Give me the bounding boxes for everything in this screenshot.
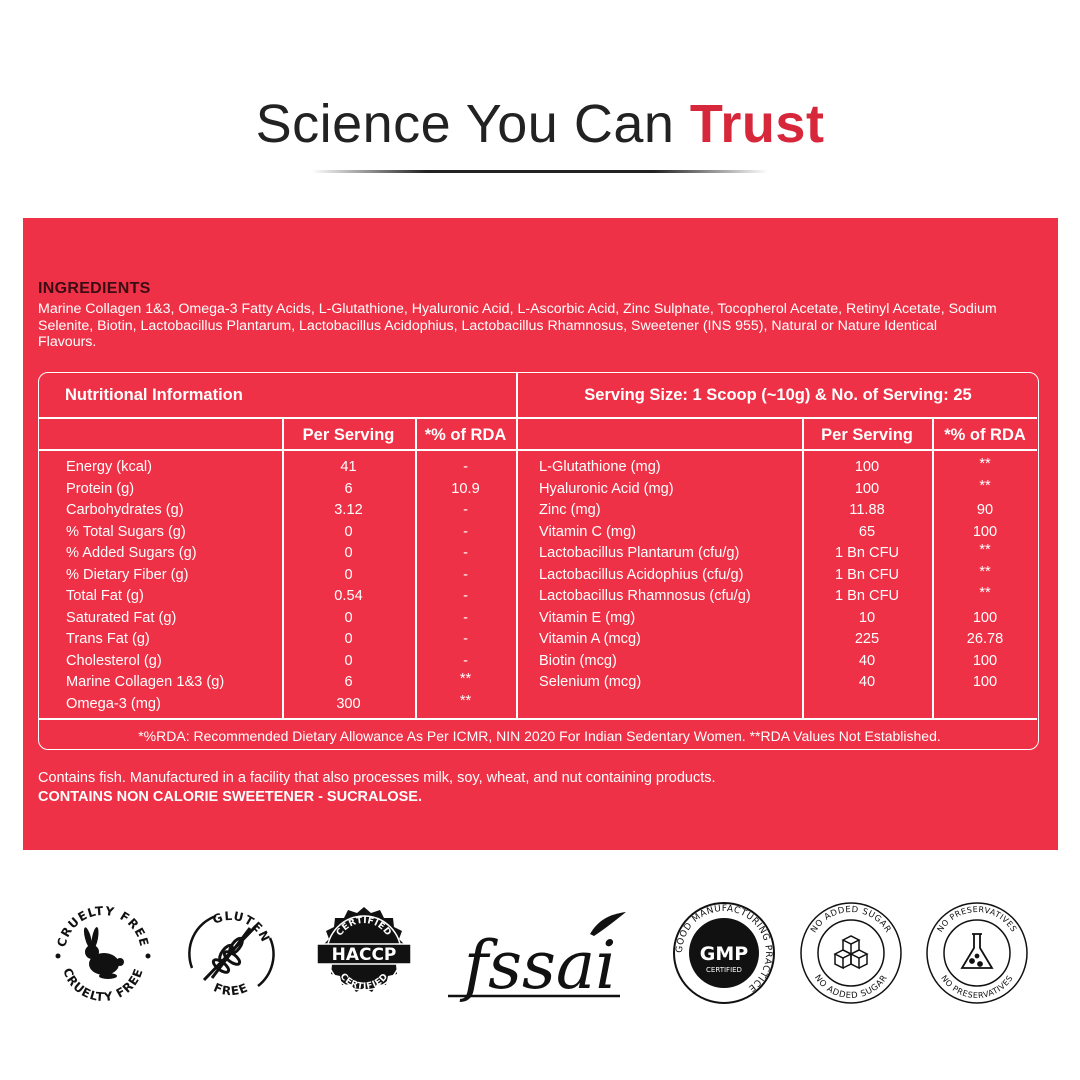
table-divider-center (516, 373, 518, 718)
allergen-note: Contains fish. Manufactured in a facility that also processes milk, soy, wheat, and nut containing products. (38, 770, 716, 786)
right-table-title: Serving Size: 1 Scoop (~10g) & No. of Serving: 25 (584, 386, 972, 404)
headline-accent: Trust (689, 94, 825, 154)
right-row-name: Biotin (mcg) (539, 652, 617, 669)
right-row-name: L-Glutathione (mg) (539, 459, 661, 475)
left-col-rda: *% of RDA (424, 426, 507, 444)
left-row-serving: 0 (344, 609, 353, 626)
svg-text:GOOD MANUFACTURING PRACTICE: GOOD MANUFACTURING PRACTICE (674, 903, 774, 994)
left-row-name: % Total Sugars (g) (66, 523, 186, 540)
svg-text:CERTIFIED: CERTIFIED (706, 966, 742, 974)
sweetener-note: CONTAINS NON CALORIE SWEETENER - SUCRALOSE. (38, 789, 422, 805)
left-row-name: Trans Fat (g) (66, 631, 150, 647)
right-row-name: Hyaluronic Acid (mg) (539, 480, 674, 497)
left-row-serving: 3.12 (334, 502, 363, 518)
svg-text:CERTIFIED: CERTIFIED (337, 971, 391, 993)
flask-icon (962, 934, 992, 968)
right-row-name: Vitamin C (mg) (539, 523, 637, 540)
left-row-name: Omega-3 (mg) (66, 695, 161, 712)
sugar-cubes-icon (835, 936, 867, 968)
left-col-per-serving: Per Serving (302, 426, 395, 444)
right-row-rda: ** (979, 542, 991, 558)
left-row-name: % Dietary Fiber (g) (66, 566, 189, 583)
svg-text:HACCP: HACCP (331, 945, 397, 965)
left-row-rda: - (463, 566, 468, 583)
nutrition-table (38, 372, 1039, 750)
left-row-serving: 6 (344, 480, 353, 497)
left-row-rda: - (463, 502, 468, 518)
left-row-serving: 0 (344, 523, 353, 540)
left-row-name: Marine Collagen 1&3 (g) (66, 674, 225, 690)
right-row-serving: 65 (858, 523, 876, 540)
right-row-rda: 100 (972, 609, 998, 626)
right-row-rda: 100 (972, 523, 998, 540)
right-row-serving: 10 (858, 609, 876, 626)
wheat-icon (204, 926, 256, 980)
left-row-name: Saturated Fat (g) (66, 609, 177, 626)
left-row-name: Carbohydrates (g) (66, 502, 184, 518)
right-row-rda: ** (979, 585, 991, 601)
left-row-rda: - (463, 631, 468, 647)
left-table-title: Nutritional Information (65, 386, 243, 404)
no-added-sugar-badge (796, 898, 906, 1008)
svg-text:fssai: fssai (463, 927, 617, 1004)
right-row-serving: 40 (858, 674, 876, 690)
left-row-serving: 0 (344, 545, 353, 561)
left-row-serving: 6 (344, 674, 353, 690)
svg-text:GLUTEN: GLUTEN (210, 908, 273, 945)
fssai-logo (440, 898, 640, 1008)
right-row-serving: 100 (854, 480, 880, 497)
right-row-rda: 100 (972, 674, 998, 690)
left-row-serving: 0 (344, 566, 353, 583)
gluten-free-badge (176, 898, 286, 1008)
right-row-serving: 40 (858, 652, 876, 669)
left-row-name: % Added Sugars (g) (66, 545, 197, 561)
left-row-name: Cholesterol (g) (66, 652, 162, 669)
table-rule-2 (39, 449, 1037, 451)
left-row-name: Energy (kcal) (66, 459, 152, 475)
left-row-serving: 300 (336, 695, 361, 712)
svg-text:FREE: FREE (211, 980, 251, 999)
headline-underline (312, 170, 768, 173)
svg-text:NO ADDED SUGAR: NO ADDED SUGAR (809, 904, 893, 935)
left-row-name: Total Fat (g) (66, 588, 144, 604)
headline-text: Science You Can (255, 94, 690, 154)
right-row-rda: 26.78 (966, 631, 1004, 647)
cruelty-free-badge (48, 898, 158, 1008)
right-row-name: Lactobacillus Plantarum (cfu/g) (539, 545, 740, 561)
nutrition-panel (23, 218, 1058, 850)
haccp-badge (309, 898, 419, 1008)
svg-text:GMP: GMP (699, 943, 749, 965)
right-col-rda: *% of RDA (944, 426, 1026, 444)
left-row-serving: 0.54 (334, 588, 363, 604)
left-row-serving: 0 (344, 652, 353, 669)
right-row-rda: 100 (972, 652, 998, 669)
no-preservatives-badge (922, 898, 1032, 1008)
right-row-serving: 1 Bn CFU (834, 545, 900, 561)
right-row-serving: 1 Bn CFU (834, 588, 900, 604)
right-row-serving: 11.88 (849, 502, 885, 518)
right-row-name: Lactobacillus Rhamnosus (cfu/g) (539, 588, 751, 604)
left-row-rda: ** (459, 671, 472, 687)
headline (0, 92, 1080, 156)
left-row-rda: - (463, 459, 468, 475)
right-row-serving: 225 (854, 631, 880, 647)
svg-text:NO PRESERVATIVES: NO PRESERVATIVES (939, 973, 1015, 1001)
right-row-rda: ** (979, 477, 991, 494)
svg-text:NO PRESERVATIVES: NO PRESERVATIVES (935, 904, 1019, 934)
right-col-per-serving: Per Serving (821, 426, 913, 444)
right-row-name: Lactobacillus Acidophius (cfu/g) (539, 566, 744, 583)
svg-text:CERTIFIED: CERTIFIED (334, 915, 394, 939)
rda-footnote: *%RDA: Recommended Dietary Allowance As Per ICMR, NIN 2020 For Indian Sedentary Women. **RDA Values Not Established. (138, 728, 941, 744)
right-row-name: Zinc (mg) (539, 502, 601, 518)
left-row-rda: - (463, 652, 468, 669)
left-row-rda: - (463, 545, 468, 561)
right-row-name: Selenium (mcg) (539, 674, 642, 690)
gmp-badge (669, 898, 779, 1008)
left-row-rda: ** (459, 692, 472, 709)
ingredients-title: INGREDIENTS (38, 280, 151, 297)
right-row-rda: 90 (976, 502, 994, 518)
left-row-serving: 41 (340, 459, 357, 475)
table-rule-1 (39, 417, 1037, 419)
left-row-rda: - (463, 609, 468, 626)
left-row-serving: 0 (344, 631, 353, 647)
right-row-rda: ** (979, 456, 991, 472)
left-row-rda: 10.9 (451, 480, 480, 497)
right-row-name: Vitamin A (mcg) (539, 631, 641, 647)
certification-badges (0, 898, 1080, 1008)
left-row-rda: - (463, 588, 468, 604)
right-row-serving: 1 Bn CFU (834, 566, 900, 583)
right-row-name: Vitamin E (mg) (539, 609, 636, 626)
svg-text:NO ADDED SUGAR: NO ADDED SUGAR (812, 973, 890, 1002)
table-rule-3 (39, 718, 1037, 720)
right-row-serving: 100 (854, 459, 880, 475)
svg-text:CRUELTY FREE: CRUELTY FREE (60, 966, 146, 1005)
ingredients-text: Marine Collagen 1&3, Omega-3 Fatty Acids, L-Glutathione, Hyaluronic Acid, L-Ascorbic Acid, Zinc Sulphate, Tocopherol Acetate, Retinyl Acetate, Sodium Selenite, Biotin, Lactobacillus Plantarum, Lactobacillus Acidophius, Lactobacillus Rhamnosus, Sweetener (INS 955), Natural or Nature Identical Flavours. (38, 301, 997, 350)
left-row-rda: - (463, 523, 468, 540)
svg-text:CRUELTY FREE: CRUELTY FREE (54, 903, 152, 949)
right-row-rda: ** (979, 563, 991, 580)
left-row-name: Protein (g) (66, 480, 135, 497)
rabbit-icon (82, 927, 124, 979)
